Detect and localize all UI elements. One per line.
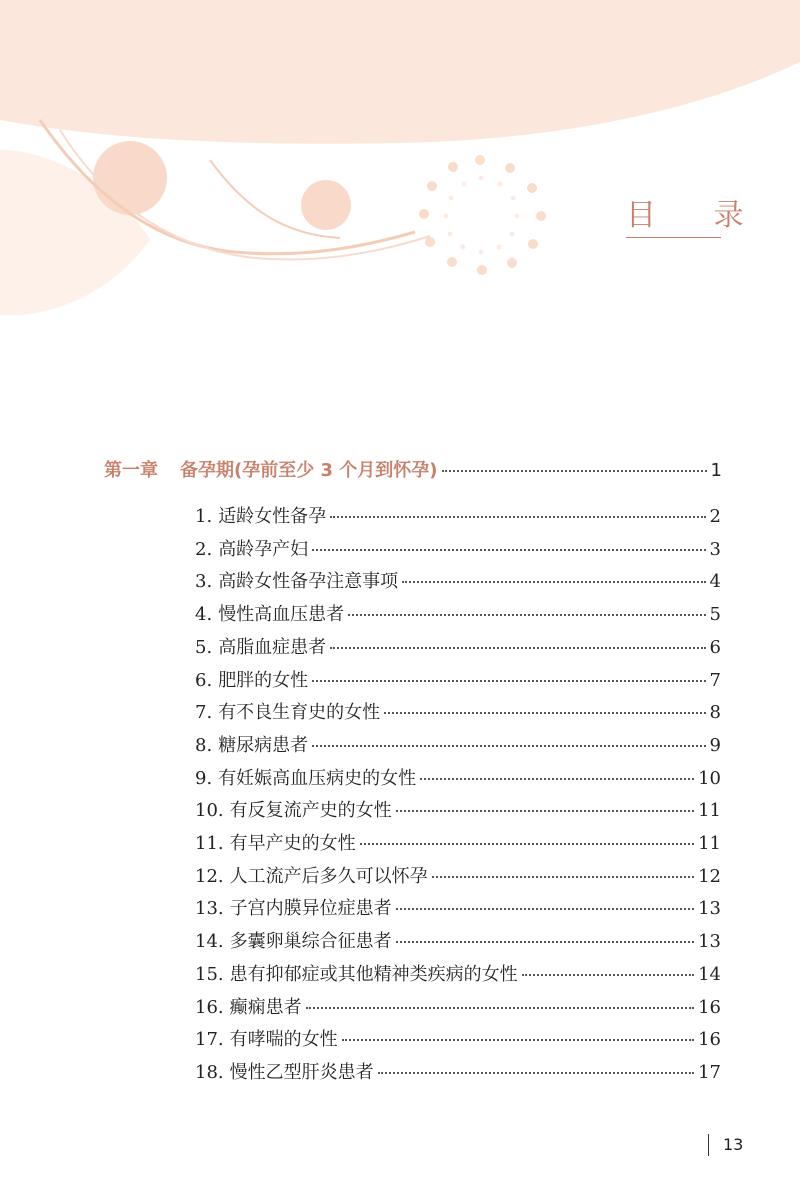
entry-number: 18. — [195, 1061, 224, 1083]
entry-label — [195, 829, 356, 855]
entry-title: 有反复流产史的女性 — [229, 800, 392, 822]
entry-page-number: 9 — [709, 734, 721, 756]
entry-title: 有哮喘的女性 — [229, 1029, 338, 1051]
entry-title: 癫痫患者 — [229, 996, 302, 1018]
toc-entry[interactable] — [195, 764, 721, 790]
entry-label — [195, 502, 326, 528]
entry-title: 有妊娠高血压病史的女性 — [218, 767, 417, 789]
entry-page-number: 13 — [698, 931, 721, 953]
entry-title: 有不良生育史的女性 — [218, 702, 381, 724]
toc-entry[interactable] — [195, 829, 721, 855]
toc-entry[interactable] — [195, 894, 721, 920]
dot-leader — [312, 745, 705, 747]
entry-number: 2. — [195, 538, 213, 560]
entry-title: 子宫内膜异位症患者 — [229, 898, 392, 920]
entry-page-number: 17 — [698, 1061, 721, 1083]
toc-entry[interactable] — [195, 567, 721, 593]
toc-entry[interactable] — [195, 731, 721, 757]
toc-entry[interactable] — [195, 1058, 721, 1084]
dot-leader — [522, 974, 694, 976]
entry-title: 适龄女性备孕 — [218, 506, 327, 527]
entry-label — [195, 535, 308, 561]
entry-label — [195, 894, 392, 920]
dot-leader — [360, 843, 694, 845]
medium-circle — [301, 180, 351, 230]
entry-title: 慢性乙型肝炎患者 — [229, 1061, 374, 1083]
toc-entry[interactable] — [195, 698, 721, 724]
entry-page-number: 7 — [709, 669, 721, 691]
dot-leader — [420, 778, 694, 780]
dot-leader — [306, 1007, 694, 1009]
entry-number: 10. — [195, 800, 224, 822]
entry-page-number: 3 — [709, 538, 721, 560]
entry-title: 多囊卵巢综合征患者 — [229, 931, 392, 953]
toc-entry[interactable] — [195, 796, 721, 822]
toc-entry[interactable] — [195, 862, 721, 888]
entry-page-number: 8 — [709, 702, 721, 724]
entry-number: 5. — [195, 636, 213, 658]
dot-leader — [348, 614, 705, 616]
entry-number: 6. — [195, 669, 213, 691]
dot-leader — [330, 516, 705, 518]
chapter-number: 第一章 — [104, 460, 158, 481]
entry-number: 15. — [195, 963, 224, 985]
entry-number: 9. — [195, 767, 213, 789]
chapter-page-number: 1 — [710, 460, 722, 481]
entry-label — [195, 960, 518, 986]
entry-title: 有早产史的女性 — [229, 833, 356, 854]
header-decoration — [0, 0, 800, 330]
page-number: 13 — [708, 1134, 743, 1156]
toc-entry[interactable] — [195, 633, 721, 659]
entry-number: 17. — [195, 1029, 224, 1051]
entry-label — [195, 764, 416, 790]
toc-entry[interactable] — [195, 960, 721, 986]
header-wave — [0, 0, 800, 144]
dotted-ring-outer — [419, 155, 546, 275]
entry-label — [195, 1025, 338, 1051]
entry-title: 患有抑郁症或其他精神类疾病的女性 — [229, 963, 518, 985]
entry-title: 肥胖的女性 — [218, 669, 309, 691]
toc-title: 目 录 — [626, 198, 768, 233]
entry-number: 1. — [195, 506, 213, 527]
entry-label — [195, 862, 428, 888]
entry-number: 14. — [195, 931, 224, 953]
toc-entry[interactable] — [195, 1025, 721, 1051]
entry-title: 人工流产后多久可以怀孕 — [229, 865, 428, 887]
entry-page-number: 11 — [698, 800, 721, 822]
entry-number: 13. — [195, 898, 224, 920]
dot-leader — [378, 1072, 694, 1074]
dot-leader — [442, 470, 707, 472]
toc-entry[interactable] — [195, 535, 721, 561]
entry-number: 8. — [195, 734, 213, 756]
entry-title: 高龄女性备孕注意事项 — [218, 571, 399, 593]
toc-entry[interactable] — [195, 927, 721, 953]
chapter-heading — [104, 456, 438, 482]
entry-title: 高脂血症患者 — [218, 636, 327, 658]
entry-number: 7. — [195, 702, 213, 724]
entry-number: 12. — [195, 865, 224, 887]
dot-leader — [312, 680, 705, 682]
entry-page-number: 6 — [709, 636, 721, 658]
large-circle — [93, 141, 167, 215]
entry-page-number: 13 — [698, 898, 721, 920]
toc-entry[interactable] — [195, 502, 721, 528]
entry-number: 16. — [195, 996, 224, 1018]
entry-label — [195, 1058, 374, 1084]
entry-page-number: 12 — [698, 865, 721, 887]
entry-page-number: 16 — [698, 1029, 721, 1051]
toc-chapter-row[interactable] — [104, 456, 722, 482]
toc-entry[interactable] — [195, 666, 721, 692]
entry-page-number: 14 — [698, 963, 721, 985]
entry-page-number: 10 — [698, 767, 721, 789]
entry-label — [195, 698, 380, 724]
dot-leader — [342, 1039, 694, 1041]
entry-label — [195, 567, 398, 593]
entry-label — [195, 600, 344, 626]
entry-label — [195, 993, 302, 1019]
dot-leader — [312, 549, 705, 551]
dot-leader — [396, 941, 694, 943]
entry-label — [195, 796, 392, 822]
chapter-title: 备孕期(孕前至少 3 个月到怀孕) — [180, 460, 438, 481]
entry-number: 4. — [195, 604, 213, 626]
toc-title-underline — [626, 237, 721, 238]
toc-entry[interactable] — [195, 993, 721, 1019]
entry-label — [195, 633, 326, 659]
entry-page-number: 5 — [709, 604, 721, 626]
dot-leader — [396, 810, 694, 812]
entry-page-number: 11 — [698, 833, 721, 854]
dot-leader — [330, 647, 705, 649]
entry-page-number: 2 — [709, 506, 721, 527]
dot-leader — [432, 876, 694, 878]
entry-label — [195, 731, 308, 757]
entry-label — [195, 666, 308, 692]
toc-entry[interactable] — [195, 600, 721, 626]
entry-title: 高龄孕产妇 — [218, 538, 309, 560]
entry-title: 慢性高血压患者 — [218, 604, 345, 626]
dot-leader — [396, 908, 694, 910]
entry-page-number: 16 — [698, 996, 721, 1018]
dot-leader — [402, 581, 705, 583]
dotted-ring-inner — [444, 176, 520, 255]
entry-label — [195, 927, 392, 953]
entry-title: 糖尿病患者 — [218, 734, 309, 756]
dot-leader — [384, 712, 705, 714]
entry-number: 11. — [195, 833, 224, 854]
entry-page-number: 4 — [709, 571, 721, 593]
entry-number: 3. — [195, 571, 213, 593]
